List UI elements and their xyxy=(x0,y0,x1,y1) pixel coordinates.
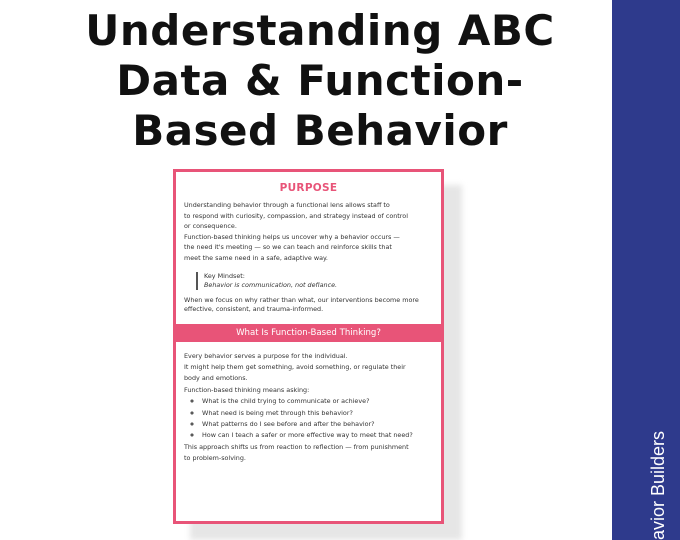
question-item: ◦ What is the child trying to communicate or achieve? xyxy=(202,396,433,407)
closing-line: This approach shifts us from reaction to reflection — from punishment xyxy=(184,442,409,451)
document-preview xyxy=(173,169,444,524)
purpose-line: the need it's meeting — so we can teach and reinforce skills that xyxy=(184,243,392,252)
purpose-heading: PURPOSE xyxy=(279,182,338,194)
section-line: Every behavior serves a purpose for the individual. xyxy=(184,351,348,360)
key-mindset-callout xyxy=(196,272,433,290)
section-line: Function-based thinking means asking: xyxy=(184,385,310,394)
section-line: It might help them get something, avoid something, or regulate their xyxy=(184,362,406,371)
purpose-paragraph xyxy=(184,200,433,264)
purpose-line: or consequence. xyxy=(184,222,237,231)
title-line-1: Understanding ABC xyxy=(85,6,555,55)
question-item: ◦ What need is being met through this behavior? xyxy=(202,408,433,419)
focus-line: effective, consistent, and trauma-informed. xyxy=(184,305,324,314)
section-line: body and emotions. xyxy=(184,374,248,383)
page-title xyxy=(40,6,600,156)
question-item: ◦ How can I teach a safer or more effective way to meet that need? xyxy=(202,430,433,441)
title-line-2: Data & Function- xyxy=(116,56,524,105)
purpose-line: Understanding behavior through a functional lens allows staff to xyxy=(184,201,390,209)
side-band xyxy=(612,0,680,540)
side-label: avior Builders xyxy=(648,430,668,540)
purpose-line: meet the same need in a safe, adaptive way. xyxy=(184,253,328,262)
focus-paragraph xyxy=(184,296,433,315)
focus-line: When we focus on why rather than what, our interventions become more xyxy=(184,295,419,304)
purpose-line: Function-based thinking helps us uncover why a behavior occurs — xyxy=(184,232,400,241)
question-item: ◦ What patterns do I see before and after the behavior? xyxy=(202,419,433,430)
title-line-3: Based Behavior xyxy=(132,106,508,155)
function-section xyxy=(184,351,433,465)
question-list xyxy=(184,396,433,442)
section-title-band: What Is Function-Based Thinking? xyxy=(176,324,441,342)
closing-line: to problem-solving. xyxy=(184,454,246,463)
mindset-label: Key Mindset: xyxy=(204,271,245,280)
mindset-quote: Behavior is communication, not defiance. xyxy=(204,280,338,289)
purpose-line: to respond with curiosity, compassion, and strategy instead of control xyxy=(184,211,408,220)
